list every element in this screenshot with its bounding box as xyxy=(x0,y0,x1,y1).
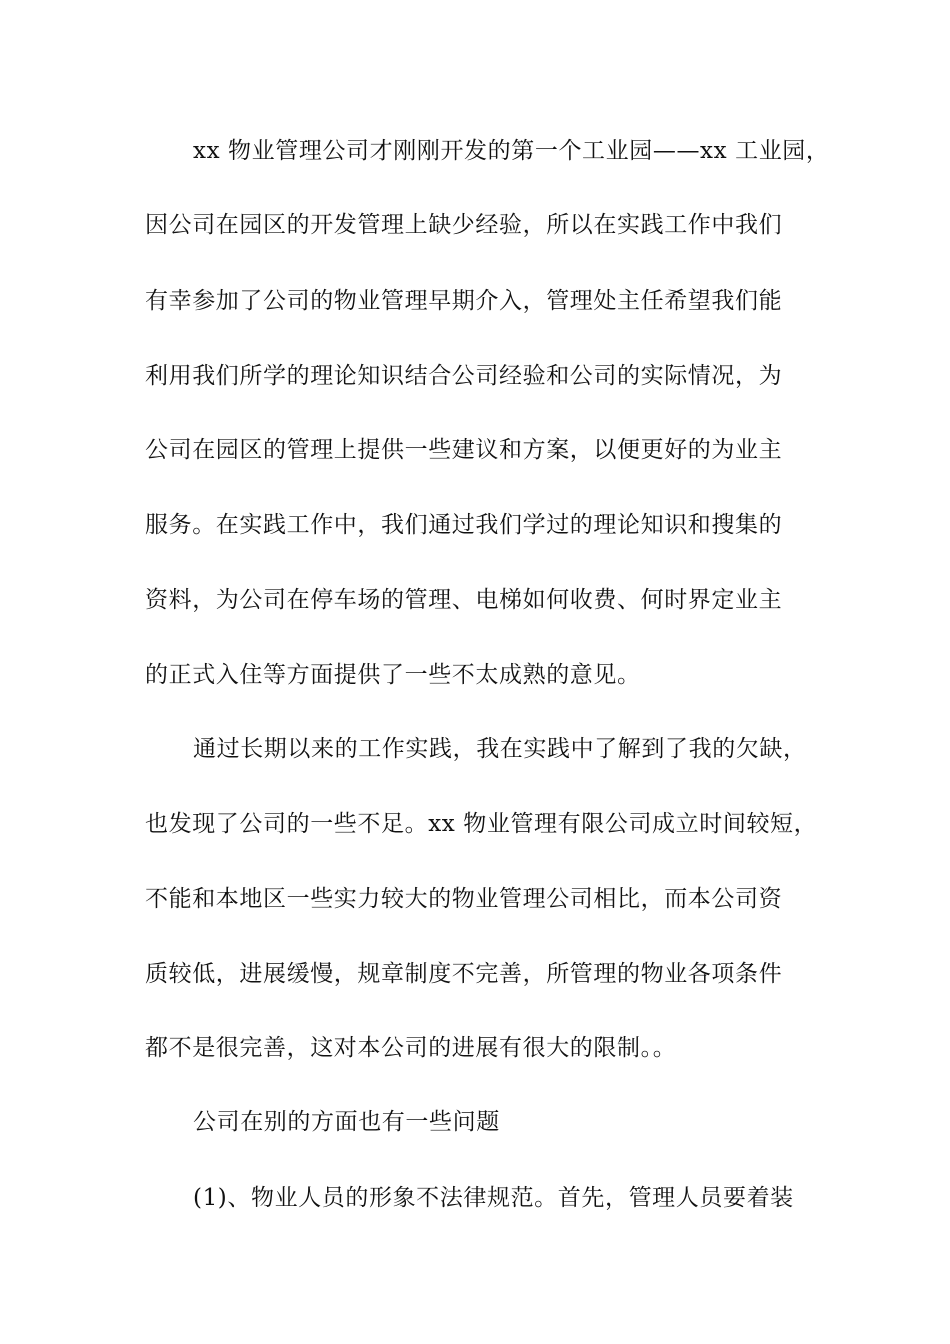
paragraph-2-line-2: 也发现了公司的一些不足。xx 物业管理有限公司成立时间较短， xyxy=(145,811,818,837)
paragraph-2-line-3: 不能和本地区一些实力较大的物业管理公司相比，而本公司资 xyxy=(145,886,783,912)
paragraph-1-line-5: 公司在园区的管理上提供一些建议和方案，以便更好的为业主 xyxy=(145,437,783,463)
paragraph-1-line-3: 有幸参加了公司的物业管理早期介入，管理处主任希望我们能 xyxy=(145,288,783,314)
paragraph-2-line-1: 通过长期以来的工作实践，我在实践中了解到了我的欠缺， xyxy=(193,736,807,762)
paragraph-1-line-4: 利用我们所学的理论知识结合公司经验和公司的实际情况，为 xyxy=(145,363,783,389)
paragraph-1-line-8: 的正式入住等方面提供了一些不太成熟的意见。 xyxy=(145,662,641,688)
paragraph-4-line-1: (1)、物业人员的形象不法律规范。首先，管理人员要着装 xyxy=(193,1185,794,1211)
paragraph-3-line-1: 公司在别的方面也有一些问题 xyxy=(193,1109,500,1135)
paragraph-1-line-6: 服务。在实践工作中，我们通过我们学过的理论知识和搜集的 xyxy=(145,512,783,538)
paragraph-1-line-7: 资料，为公司在停车场的管理、电梯如何收费、何时界定业主 xyxy=(145,587,783,613)
paragraph-1-line-2: 因公司在园区的开发管理上缺少经验，所以在实践工作中我们 xyxy=(145,212,783,238)
paragraph-2-line-4: 质较低，进展缓慢，规章制度不完善，所管理的物业各项条件 xyxy=(145,961,783,987)
paragraph-2-line-5: 都不是很完善，这对本公司的进展有很大的限制。。 xyxy=(145,1035,677,1061)
paragraph-1-line-1: xx 物业管理公司才刚刚开发的第一个工业园——xx 工业园， xyxy=(193,138,830,164)
